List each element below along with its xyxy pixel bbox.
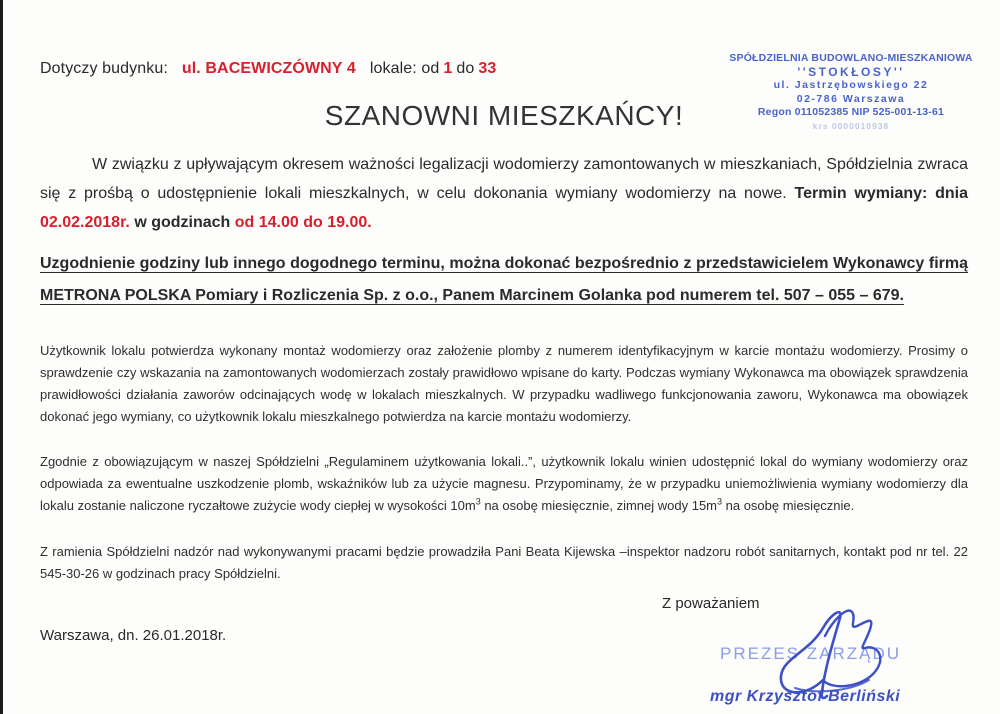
- locals-from: 1: [443, 60, 453, 77]
- closing-phrase: Z poważaniem: [662, 595, 760, 612]
- locals-to: 33: [478, 60, 497, 77]
- terms2-sup2: 3: [717, 496, 723, 507]
- terms-paragraph-1: Użytkownik lokalu potwierdza wykonany montaż wodomierzy oraz założenie plomby z numerem identyfikacyjnym w karcie montażu wodomierzy. Prosimy o sprawdzenie czy wskazania na zamontowanych wodomierzach zostały prawidłowo wpisane do karty. Podczas wymiany Wykonawca ma obowiązek sprawdzenia prawidłowości działania zaworów odcinających wodę w lokalach mieszkalnych. W przypadku wadliwego funkcjonowania zaworu, Wykonawca ma obowiązek dokonać jego wymiany, co użytkownik lokalu mieszkalnego potwierdza na karcie montażu wodomierzy.: [40, 343, 968, 424]
- signature-block: [670, 608, 960, 714]
- signer-title-stamp: PREZES ZARZĄDU: [720, 644, 902, 663]
- term-mid: w godzinach: [129, 214, 235, 231]
- locals-mid: do: [456, 60, 475, 77]
- stamp-regon-nip: Regon 011052385 NIP 525-001-13-61: [757, 106, 945, 118]
- stamp-org-name: SPÓŁDZIELNIA BUDOWLANO-MIESZKANIOWA: [729, 52, 973, 64]
- stamp-street: ul. Jastrzębowskiego 22: [773, 79, 929, 91]
- place-date-line: Warszawa, dn. 26.01.2018r.: [40, 627, 227, 644]
- subject-prefix: Dotyczy budynku:: [40, 60, 168, 77]
- term-hours: od 14.00 do 19.00.: [234, 214, 372, 231]
- signer-name-stamp: mgr Krzysztof Berliński: [710, 688, 901, 705]
- stamp-krs: krs 0000010938: [812, 120, 890, 131]
- terms2-seg3: na osobę miesięcznie.: [722, 498, 855, 513]
- stamp-brand-name: ''STOKŁOSY'': [797, 64, 905, 79]
- term-label: Termin wymiany: dnia: [794, 185, 969, 202]
- terms2-seg2: na osobę miesięcznie, zimnej wody 15m: [480, 498, 717, 513]
- intro-paragraph: [40, 150, 968, 237]
- terms2-seg1: Zgodnie z obowiązującym w naszej Spółdzielni „Regulaminem użytkowania lokali..”, użytkownik lokalu winien udostępnić lokal do wymiany wodomierzy oraz odpowiada za ewentualne uszkodzenie plomb, wskaźników lub za użycie magnesu. Przypominamy, że w przypadku uniemożliwienia wymiany wodomierzy dla lokalu zostanie naliczone ryczałtowe zużycie wody ciepłej w wysokości 10m: [40, 454, 968, 513]
- term-date: 02.02.2018r.: [40, 214, 130, 231]
- building-address: ul. BACEWICZÓWNY 4: [181, 60, 356, 77]
- supervision-paragraph: Z ramienia Spółdzielni nadzór nad wykonywanymi pracami będzie prowadziła Pani Beata Kijewska –inspektor nadzoru robót sanitarnych, kontakt pod nr tel. 22 545-30-26 w godzinach pracy Spółdzielni.: [40, 544, 968, 581]
- subject-line: [40, 60, 496, 78]
- terms2-sup1: 3: [475, 496, 481, 507]
- notice-document: [40, 0, 973, 714]
- intro-body: W związku z upływającym okresem ważności legalizacji wodomierzy zamontowanych w mieszkaniach, Spółdzielnia zwraca się z prośbą o udostępnienie lokali mieszkalnych, w celu dokonania wymiany wodomierzy na nowe.: [40, 156, 968, 202]
- terms-paragraph-2: [40, 451, 968, 517]
- page-title: SZANOWNI MIESZKAŃCY!: [324, 100, 684, 131]
- locals-label: lokale: od: [369, 60, 440, 77]
- contact-paragraph: Uzgodnienie godziny lub innego dogodnego terminu, można dokonać bezpośrednio z przedstawicielem Wykonawcy firmą METRONA POLSKA Pomiary i Rozliczenia Sp. z o.o., Panem Marcinem Golanka pod numerem tel. 507 – 055 – 679.: [40, 255, 968, 304]
- stamp-city: 02-786 Warszawa: [796, 92, 906, 105]
- scan-edge-artifact: [0, 0, 3, 714]
